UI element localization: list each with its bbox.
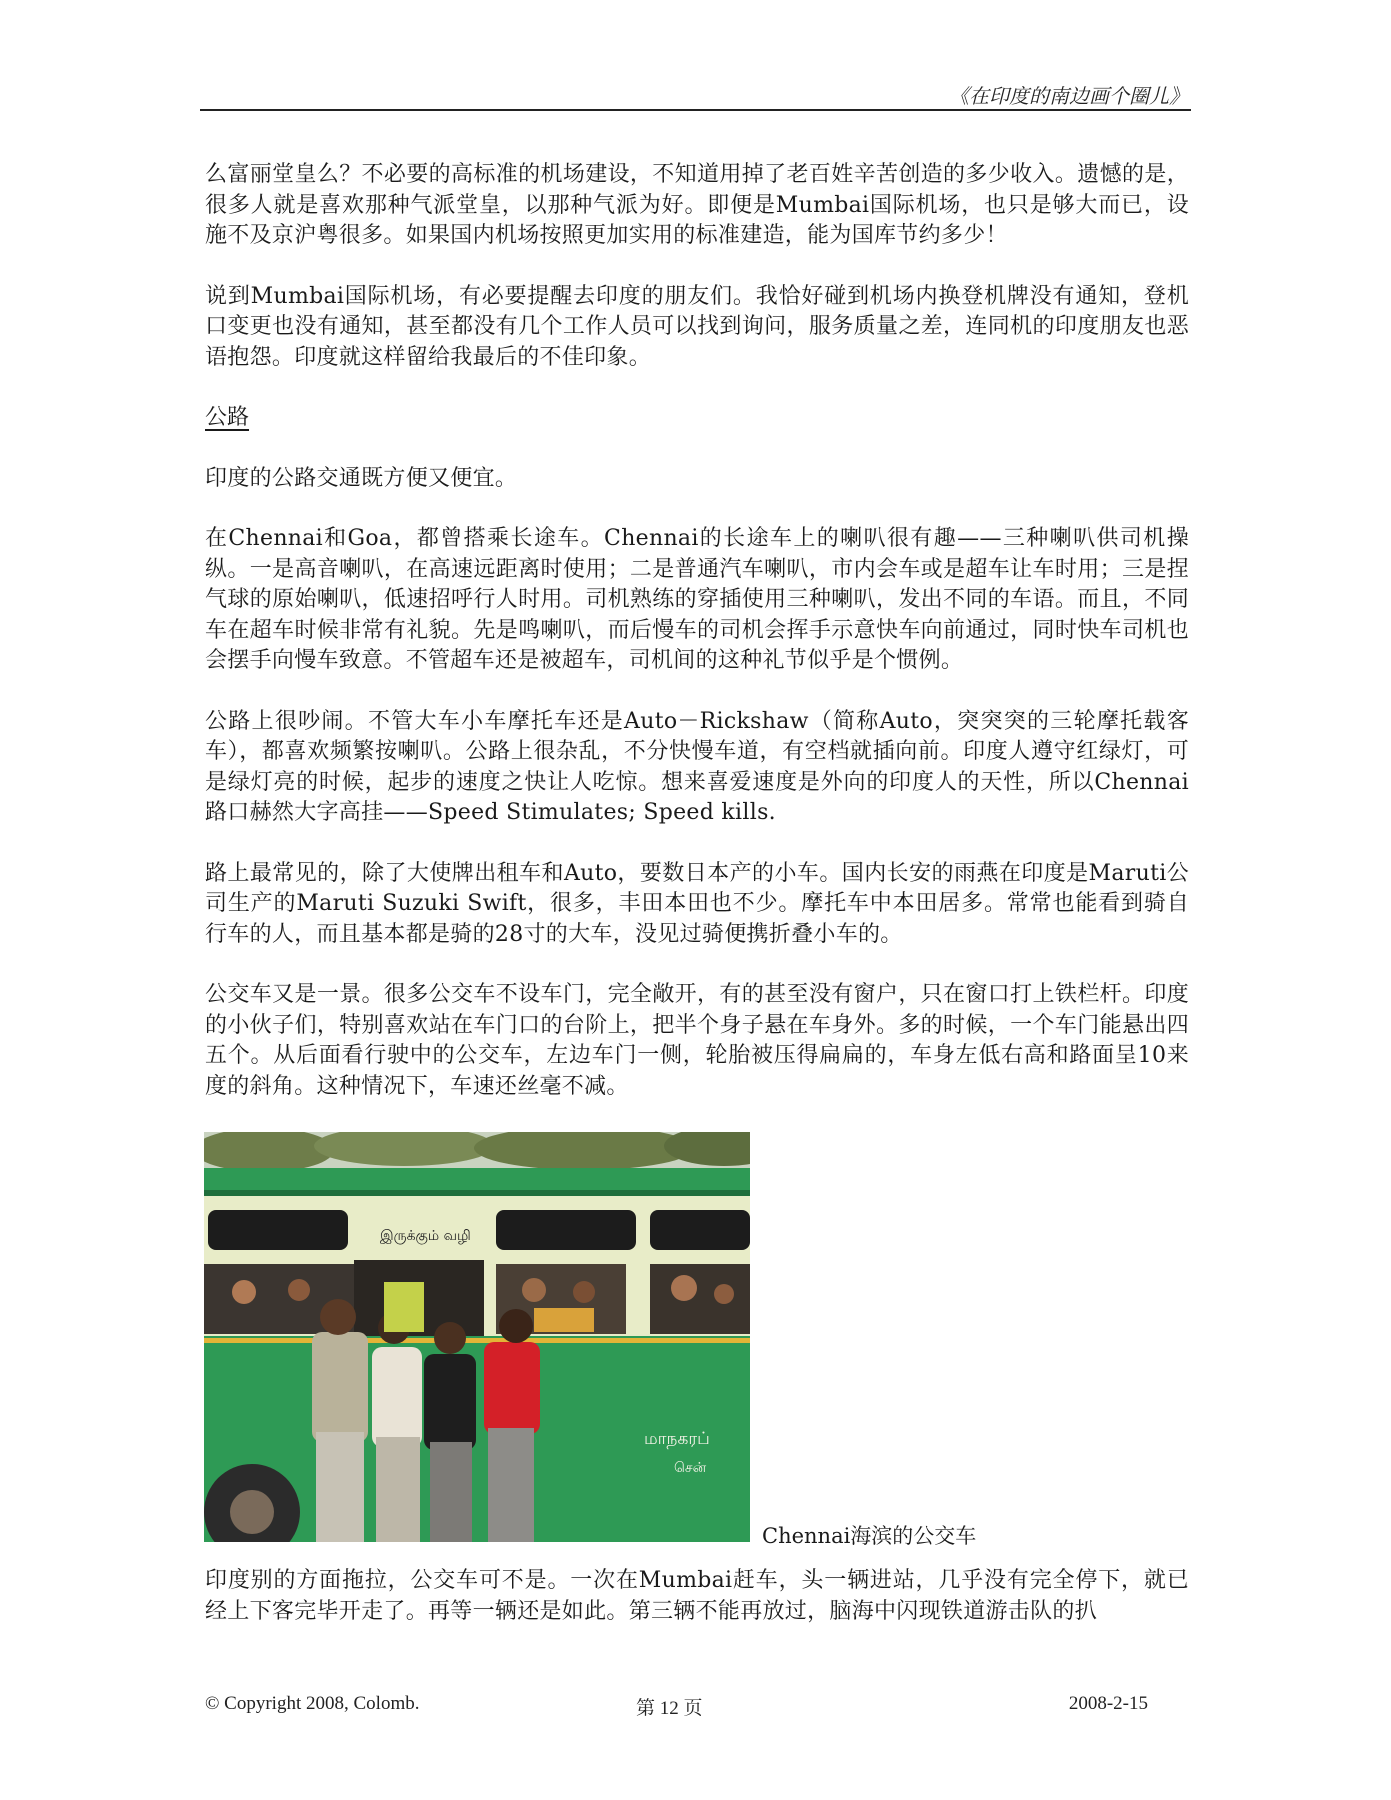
paragraph-airport-cost: 么富丽堂皇么？不必要的高标准的机场建设，不知道用掉了老百姓辛苦创造的多少收入。遗憾的是，很多人就是喜欢那种气派堂皇，以那种气派为好。即便是Mumbai国际机场，也只是够大而已，设施不及京沪粤很多。如果国内机场按照更加实用的标准建造，能为国库节约多少！ xyxy=(205,162,1189,248)
footer-page-number: 第 12 页 xyxy=(636,1698,703,1719)
section-heading-road: 公路 xyxy=(205,405,250,430)
paragraph-common-cars: 路上最常见的，除了大使牌出租车和Auto，要数日本产的小车。国内长安的雨燕在印度是Maruti公司生产的Maruti Suzuki Swift，很多，丰田本田也不少。摩托车中本田居多。常常也能看到骑自行车的人，而且基本都是骑的28寸的大车，没见过骑便携折叠小车的。 xyxy=(205,860,1189,947)
footer-date: 2008-2-15 xyxy=(1068,1693,1148,1714)
figure xyxy=(205,1132,1189,1548)
paragraph-long-distance-bus: 在Chennai和Goa，都曾搭乘长途车。Chennai的长途车上的喇叭很有趣——三种喇叭供司机操纵。一是高音喇叭，在高速远距离时使用；二是普通汽车喇叭，市内会车或是超车让车时用；三是捏气球的原始喇叭，低速招呼行人时用。司机熟练的穿插使用三种喇叭，发出不同的车语。而且，不同车在超车时候非常有礼貌。先是鸣喇叭，而后慢车的司机会挥手示意快车向前通过，同时快车司机也会摆手向慢车致意。不管超车还是被超车，司机间的这种礼节似乎是个惯例。 xyxy=(205,526,1189,673)
paragraph-road-intro: 印度的公路交通既方便又便宜。 xyxy=(205,465,518,491)
bus-photo xyxy=(204,1132,750,1542)
bus-photo-illustration xyxy=(204,1132,750,1542)
paragraph-bus-speed: 印度别的方面拖拉，公交车可不是。一次在Mumbai赶车，头一辆进站，几乎没有完全停下，就已经上下客完毕开走了。再等一辆还是如此。第三辆不能再放过，脑海中闪现铁道游击队的扒 xyxy=(205,1568,1189,1624)
bus-route-sign: இருக்கும் வழி xyxy=(380,1228,471,1244)
page-body xyxy=(205,160,1189,1657)
paragraph-mumbai-airport: 说到Mumbai国际机场，有必要提醒去印度的朋友们。我恰好碰到机场内换登机牌没有通知，登机口变更也没有通知，甚至都没有几个工作人员可以找到询问，服务质量之差，连同机的印度朋友也恶语抱怨。印度就这样留给我最后的不佳印象。 xyxy=(205,283,1189,370)
bus-side-lettering-2: சென் xyxy=(674,1460,707,1476)
bus-side-lettering: மாநகரப் xyxy=(644,1429,710,1449)
document-header-title: 《在印度的南边画个圈儿》 xyxy=(949,84,1189,108)
paragraph-road-noise: 公路上很吵闹。不管大车小车摩托车还是Auto－Rickshaw（简称Auto，突突突的三轮摩托载客车），都喜欢频繁按喇叭。公路上很杂乱，不分快慢车道，有空档就插向前。印度人遵守红绿灯，可是绿灯亮的时候，起步的速度之快让人吃惊。想来喜爱速度是外向的印度人的天性，所以Chennai路口赫然大字高挂——Speed Stimulates; Speed kills. xyxy=(205,708,1189,825)
paragraph-public-bus: 公交车又是一景。很多公交车不设车门，完全敞开，有的甚至没有窗户，只在窗口打上铁栏杆。印度的小伙子们，特别喜欢站在车门口的台阶上，把半个身子悬在车身外。多的时候，一个车门能悬出四五个。从后面看行驶中的公交车，左边车门一侧，轮胎被压得扁扁的，车身左低右高和路面呈10来度的斜角。这种情况下，车速还丝毫不减。 xyxy=(205,982,1189,1099)
figure-caption: Chennai海滨的公交车 xyxy=(762,1524,977,1548)
footer-copyright: © Copyright 2008, Colomb. xyxy=(205,1693,420,1714)
header-divider xyxy=(200,109,1191,111)
